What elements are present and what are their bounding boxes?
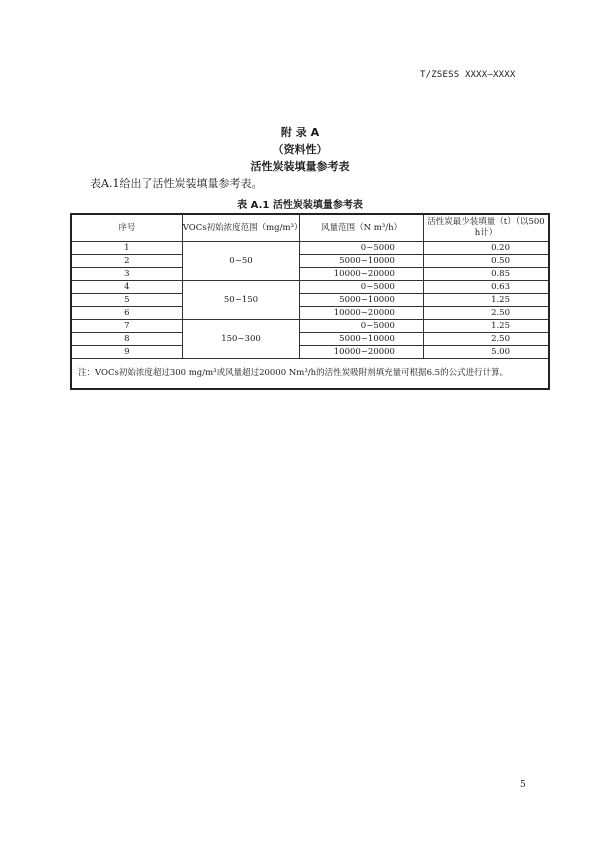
fill-amount: 1.25 xyxy=(423,320,549,333)
table-header-row xyxy=(71,214,549,242)
row-no: 1 xyxy=(71,242,182,255)
intro-text: 表A.1给出了活性炭装填量参考表。 xyxy=(90,177,263,190)
table-row xyxy=(71,333,549,346)
header-no: 序号 xyxy=(71,214,182,242)
flow-range: 5000~10000 xyxy=(300,294,424,307)
appendix-label: 附 录 A xyxy=(280,126,320,139)
table-row xyxy=(71,255,549,268)
table-row xyxy=(71,281,549,294)
fill-amount: 0.20 xyxy=(423,242,549,255)
flow-range: 10000~20000 xyxy=(300,268,424,281)
fill-amount: 5.00 xyxy=(423,346,549,359)
table-note: 注：VOCs初始浓度超过300 mg/m³或风量超过20000 Nm³/h的活性炭吸附剂填充量可根据6.5的公式进行计算。 xyxy=(71,359,549,390)
row-no: 3 xyxy=(71,268,182,281)
document-code: T/ZSESS XXXX—XXXX xyxy=(420,70,516,80)
header-flow: 风量范围（N m³/h） xyxy=(300,214,424,242)
table-row xyxy=(71,307,549,320)
appendix-title: 活性炭装填量参考表 xyxy=(250,160,350,173)
concentration-range: 150~300 xyxy=(182,320,299,359)
appendix-type: （资料性） xyxy=(272,143,328,156)
row-no: 4 xyxy=(71,281,182,294)
flow-range: 10000~20000 xyxy=(300,307,424,320)
header-concentration: VOCs初始浓度范围（mg/m³） xyxy=(182,214,299,242)
header-amount: 活性炭最少装填量（t）（以500 h计） xyxy=(423,214,549,242)
table-note-row xyxy=(71,359,549,390)
row-no: 7 xyxy=(71,320,182,333)
concentration-range: 0~50 xyxy=(182,242,299,281)
row-no: 6 xyxy=(71,307,182,320)
flow-range: 0~5000 xyxy=(300,281,424,294)
fill-amount: 2.50 xyxy=(423,307,549,320)
fill-amount: 2.50 xyxy=(423,333,549,346)
appendix-title-block xyxy=(0,124,600,175)
concentration-range: 50~150 xyxy=(182,281,299,320)
flow-range: 10000~20000 xyxy=(300,346,424,359)
flow-range: 5000~10000 xyxy=(300,255,424,268)
fill-amount: 0.50 xyxy=(423,255,549,268)
row-no: 8 xyxy=(71,333,182,346)
table-row xyxy=(71,320,549,333)
table-row xyxy=(71,242,549,255)
flow-range: 0~5000 xyxy=(300,320,424,333)
table-caption: 表 A.1 活性炭装填量参考表 xyxy=(237,200,363,211)
page-number: 5 xyxy=(520,780,526,790)
table-row xyxy=(71,268,549,281)
row-no: 9 xyxy=(71,346,182,359)
row-no: 5 xyxy=(71,294,182,307)
fill-amount: 0.85 xyxy=(423,268,549,281)
fill-amount: 1.25 xyxy=(423,294,549,307)
flow-range: 0~5000 xyxy=(300,242,424,255)
reference-table xyxy=(70,213,550,390)
table-row xyxy=(71,294,549,307)
row-no: 2 xyxy=(71,255,182,268)
table-row xyxy=(71,346,549,359)
fill-amount: 0.63 xyxy=(423,281,549,294)
flow-range: 5000~10000 xyxy=(300,333,424,346)
